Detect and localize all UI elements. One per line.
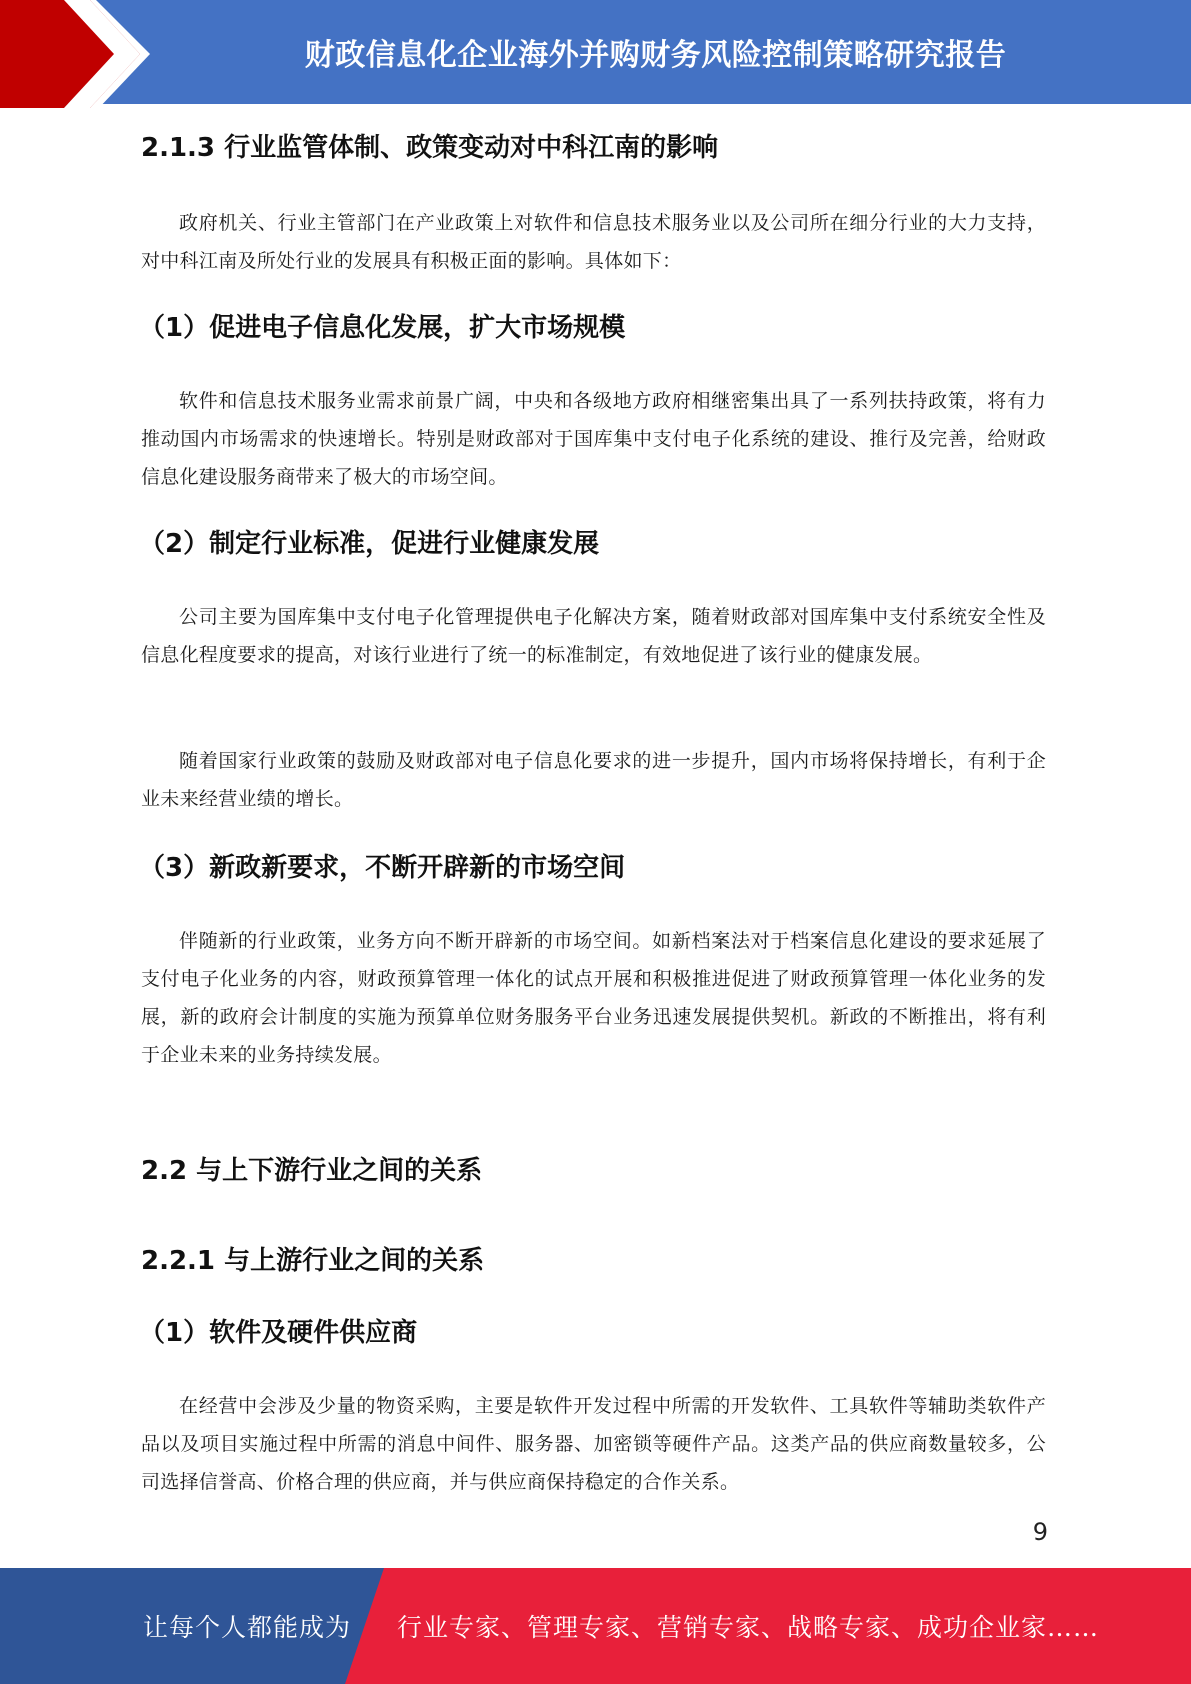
footer-slogan-right: 行业专家、管理专家、营销专家、战略专家、成功企业家……: [397, 1613, 1100, 1642]
subheading-1: （1）促进电子信息化发展，扩大市场规模: [139, 313, 626, 343]
section-heading-2-2: 2.2 与上下游行业之间的关系: [141, 1156, 483, 1186]
header-title: 财政信息化企业海外并购财务风险控制策略研究报告: [304, 38, 1007, 73]
paragraph: 随着国家行业政策的鼓励及财政部对电子信息化要求的进一步提升，国内市场将保持增长，有利于企业未来经营业绩的增长。: [141, 750, 1046, 810]
page-number: 9: [1032, 1518, 1048, 1546]
section-heading-2-1-3: 2.1.3 行业监管体制、政策变动对中科江南的影响: [141, 133, 719, 163]
section-heading-2-2-1: 2.2.1 与上游行业之间的关系: [141, 1246, 485, 1276]
paragraph: 公司主要为国库集中支付电子化管理提供电子化解决方案，随着财政部对国库集中支付系统安全性及信息化程度要求的提高，对该行业进行了统一的标准制定，有效地促进了该行业的健康发展。: [141, 606, 1046, 666]
paragraph: 伴随新的行业政策，业务方向不断开辟新的市场空间。如新档案法对于档案信息化建设的要求延展了支付电子化业务的内容，财政预算管理一体化的试点开展和积极推进促进了财政预算管理一体化业务的发展，新的政府会计制度的实施为预算单位财务服务平台业务迅速发展提供契机。新政的不断推出，将有利于企业未来的业务持续发展。: [141, 930, 1046, 1066]
subheading-2: （2）制定行业标准，促进行业健康发展: [139, 529, 600, 559]
page-footer: [0, 1568, 1191, 1684]
subheading-3: （3）新政新要求，不断开辟新的市场空间: [139, 853, 626, 883]
paragraph: 在经营中会涉及少量的物资采购，主要是软件开发过程中所需的开发软件、工具软件等辅助类软件产品以及项目实施过程中所需的消息中间件、服务器、加密锁等硬件产品。这类产品的供应商数量较多，公司选择信誉高、价格合理的供应商，并与供应商保持稳定的合作关系。: [141, 1395, 1046, 1493]
paragraph: 软件和信息技术服务业需求前景广阔，中央和各级地方政府相继密集出具了一系列扶持政策，将有力推动国内市场需求的快速增长。特别是财政部对于国库集中支付电子化系统的建设、推行及完善，给财政信息化建设服务商带来了极大的市场空间。: [141, 390, 1046, 488]
footer-slogan-left: 让每个人都能成为: [143, 1613, 352, 1642]
paragraph: 政府机关、行业主管部门在产业政策上对软件和信息技术服务业以及公司所在细分行业的大力支持，对中科江南及所处行业的发展具有积极正面的影响。具体如下：: [141, 212, 1046, 272]
page-header: [0, 0, 1191, 111]
subheading-software-hardware: （1）软件及硬件供应商: [139, 1318, 418, 1348]
